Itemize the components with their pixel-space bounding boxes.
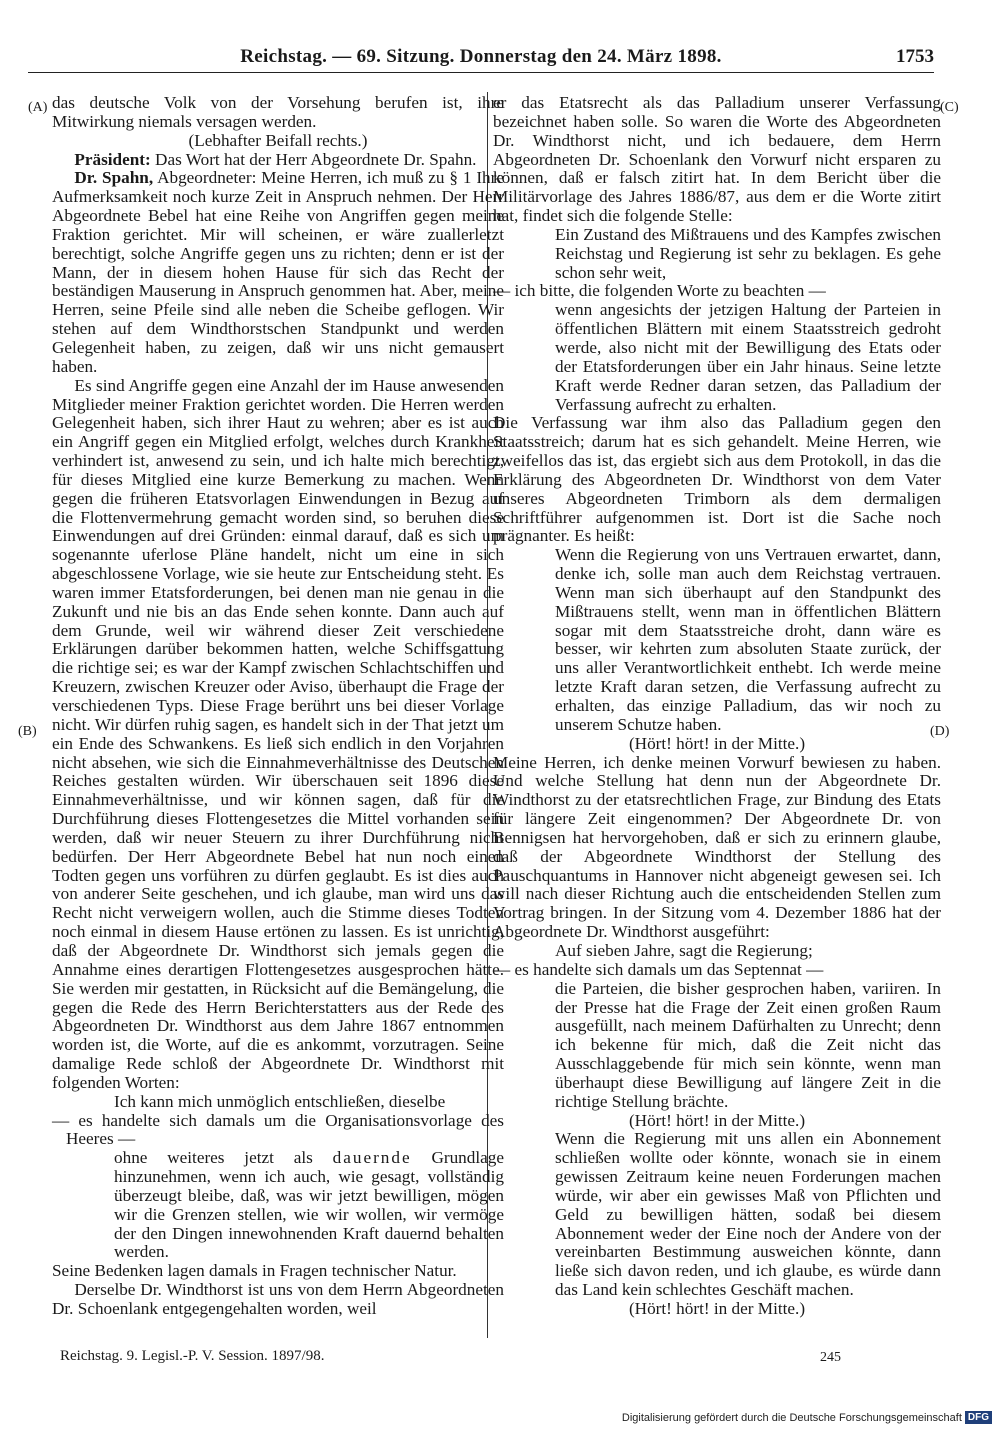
- running-header: [28, 46, 934, 73]
- digitization-credit: [622, 1411, 992, 1424]
- paragraph: das deutsche Volk von der Vorsehung berufen ist, ihre Mitwirkung niemals versagen werden.: [52, 93, 504, 131]
- quotation: Ein Zustand des Mißtrauens und des Kampfes zwischen Reichstag und Regierung ist sehr zu beklagen. Es gehe schon sehr weit,: [555, 224, 941, 282]
- paragraph-text: Das Wort hat der Herr Abgeordnete Dr. Spahn.: [150, 149, 477, 169]
- applause-note: (Lebhafter Beifall rechts.): [188, 130, 368, 150]
- quotation-interjection: — ich bitte, die folgenden Worte zu beachten —: [493, 281, 826, 301]
- quotation-interjection: — es handelte sich damals um die Organisationsvorlage des Heeres —: [52, 1110, 504, 1149]
- quotation: [114, 1149, 504, 1262]
- paragraph: Meine Herren, ich denke meinen Vorwurf bewiesen zu haben. Und welche Stellung hat denn nun der Abgeordnete Dr. Windthorst zu der etatsrechtlichen Frage, zur Bindung des Etats für längere Zeit eingenommen? Der Abgeordnete Dr. von Bennigsen hat hervorgehoben, daß er sich zu erinnern glaube, daß der Abgeordnete Windthorst der Stellung des Pauschquantums in Hannover nicht abgeneigt gewesen sei. Ich will nach dieser Richtung auch die entscheidenden Stellen zum Vortrag bringen. In der Sitzung vom 4. Dezember 1886 hat der Abgeordnete Dr. Windthorst ausgeführt:: [493, 752, 941, 942]
- quotation: Ich kann mich unmöglich entschließen, dieselbe: [114, 1091, 446, 1111]
- interjection-note: (Hört! hört! in der Mitte.): [628, 1299, 806, 1318]
- paragraph-president: [52, 151, 504, 170]
- paragraph: er das Etatsrecht als das Palladium unserer Verfassung bezeichnet haben solle. So waren die Worte des Abgeordneten Dr. Windthorst nicht, und ich bedauere, dem Herrn Abgeordneten Dr. Schoenlank den Vorwurf nicht ersparen zu können, daß er falsch zitirt hat. In dem Bericht über die Militärvorlage des Jahres 1886/87, aus dem er die Worte zitirt hat, findet sich die folgende Stelle:: [493, 93, 941, 226]
- margin-marker-a: (A): [28, 100, 48, 115]
- emphasis: dauernde: [332, 1148, 412, 1168]
- digitization-note: Digitalisierung gefördert durch die Deutsche Forschungsgemeinschaft: [621, 1411, 962, 1424]
- page-number: 1753: [896, 46, 934, 67]
- speaker-label: Dr. Spahn,: [74, 168, 154, 188]
- left-column: [52, 94, 504, 1319]
- footer-session-info: Reichstag. 9. Legisl.-P. V. Session. 1897/98.: [60, 1348, 325, 1364]
- quotation: Wenn die Regierung mit uns allen ein Abonnement schließen wollte oder könnte, wonach sie in einem gewissen Zeitraum keine neuen Forderungen machen würde, wir aber ein gewisses Maß von Pflichten und Geld zu bewilligen hätten, sodaß bei diesem Abonnement weder der Eine noch der Andere von der vereinbarten Bestimmung ausweichen könnte, dann ließe sich davon reden, und ich glaube, es würde dann das Land kein schlechtes Geschäft machen.: [555, 1129, 941, 1300]
- paragraph-spahn: [52, 169, 504, 376]
- interjection-note: (Hört! hört! in der Mitte.): [628, 733, 806, 753]
- paragraph: Es sind Angriffe gegen eine Anzahl der im Hause anwesenden Mitglieder meiner Fraktion gerichtet worden. Die Herren werden Gelegenheit haben, sich ihrer Haut zu wehren; aber es ist auch ein Angriff gegen ein Mitglied erfolgt, welches durch Krankheit verhindert ist, anwesend zu sein, und ich halte mich berechtigt, für dieses Mitglied eine kurze Bemerkung zu machen. Wenn gegen die früheren Etatsvorlagen Einwendungen in Bezug auf die Flottenvermehrung gemacht worden sind, so beruhen diese Einwendungen auf drei Gründen: einmal darauf, daß es sich um sogenannte uferlose Pläne handelt, nicht um eine in sich abgeschlossene Vorlage, wie sie heute zur Entscheidung steht. Es waren immer Etatsforderungen, bei denen man nie genau in die Zukunft und nie bis an das Ende sehen konnte. Dann auch auf dem Grunde, weil wir während dieser Zeit verschiedene Erklärungen darüber bekommen hatten, welche Schiffsgattung die richtige sei; es war der Kampf zwischen Schlachtschiffen und Kreuzern, zwischen Kreuzer oder Aviso, überhaupt die Frage der verschiedenen Typs. Diese Frage berührt uns bei dieser Vorlage nicht. Wir dürfen ruhig sagen, es handelt sich in der That jetzt um ein Ende des Schwankens. Es ließ sich endlich in den Vorjahren nicht absehen, wie sich die Einnahmeverhältnisse des Deutschen Reiches gestalten würden. Wir überschauen seit 1896 diese Einnahmeverhältnisse, und wir können sagen, daß für die Durchführung dieses Flottengesetzes die Mittel vorhanden sein werden, daß wir neuer Steuern zu ihrer Durchführung nicht bedürfen. Der Herr Abgeordnete Bebel hat nun noch einen Todten gegen uns vorführen zu dürfen geglaubt. Es ist dies auch von anderer Seite geschehen, und ich glaube, man wird uns das Recht nicht verweigern wollen, auch die Stimme dieses Todten noch einmal in diesem Hause ertönen zu lassen. Es ist unrichtig, daß der Abgeordnete Dr. Windthorst sich jemals gegen die Annahme eines derartigen Flottengesetzes ausgesprochen hätte. Sie werden mir gestatten, in Rücksicht auf die Bemängelung, die gegen die Rede des Herrn Berichterstatters aus der Rede des Abgeordneten Dr. Windthorst aus dem Jahre 1867 entnommen worden ist, die Worte, auf die es ankommt, vorzutragen. Seine damalige Rede schloß der Abgeordnete Dr. Windthorst mit folgenden Worten:: [52, 375, 504, 1092]
- running-title: Reichstag. — 69. Sitzung. Donnerstag den 24. März 1898.: [240, 46, 722, 67]
- quotation-interjection: — es handelte sich damals um das Septennat —: [493, 959, 824, 979]
- margin-marker-c: (C): [940, 100, 959, 115]
- paragraph: Seine Bedenken lagen damals in Fragen technischer Natur.: [52, 1261, 457, 1281]
- paragraph: Die Verfassung war ihm also das Palladium gegen den Staatsstreich; darum hat es sich gehandelt. Meine Herren, wie zweifellos das ist, das ergiebt sich aus dem Protokoll, in das die Erklärung des Abgeordneten Dr. Windthorst von dem Vater unseres Abgeordneten Trimborn als dem dermaligen Schriftführer aufgenommen ist. Dort ist die Sache noch prägnanter. Es heißt:: [493, 413, 941, 546]
- margin-marker-b: (B): [18, 724, 37, 739]
- quotation: Wenn die Regierung von uns Vertrauen erwartet, dann, denke ich, solle man auch dem Reichstag vertrauen. Wenn man sich überhaupt auf den Standpunkt des Mißtrauens stellt, wenn man in öffentlichen Blättern sogar mit dem Staatsstreiche droht, dann wäre es besser, wir kehrten zum absoluten Staate zurück, der uns aller Verantwortlichkeit enthebt. Ich werde meine letzte Kraft daran setzen, die Verfassung aufrecht zu erhalten, das einzige Palladium, das wir noch zu unserem Schutze haben.: [555, 545, 941, 734]
- dfg-logo-icon: DFG: [965, 1411, 992, 1424]
- footer-signature: 245: [820, 1350, 841, 1365]
- right-column: [493, 94, 941, 1319]
- speaker-label: Präsident:: [74, 149, 151, 169]
- interjection-note: (Hört! hört! in der Mitte.): [628, 1110, 806, 1130]
- paragraph-text: Abgeordneter: Meine Herren, ich muß zu § 1 Ihre Aufmerksamkeit noch kurze Zeit in Anspruch nehmen. Der Herr Abgeordnete Bebel hat eine Reihe von Angriffen gegen meine Fraktion gerichtet. Mir will scheinen, er wäre zuallerletzt berechtigt, solche Angriffe gegen uns zu richten; denn er ist der Mann, der in diesem hohen Hause für sich das Recht der beständigen Mauserung in Anspruch genommen hat. Aber, meine Herren, seine Pfeile sind alle neben die Scheibe geflogen. Wir stehen auf dem Windthorstschen Standpunkt und werden Gelegenheit haben, zu zeigen, daß wir uns nicht gemausert haben.: [52, 168, 504, 376]
- quotation: wenn angesichts der jetzigen Haltung der Parteien in öffentlichen Blättern mit einem Staatsstreich gedroht werde, also nicht mit der Bewilligung des Etats oder der Etatsforderungen über ein Jahr hinaus. Seine letzte Kraft werde Redner daran setzen, das Palladium der Verfassung aufrecht zu erhalten.: [555, 300, 941, 414]
- paragraph: Derselbe Dr. Windthorst ist uns von dem Herrn Abgeordneten Dr. Schoenlank entgegengehalten worden, weil: [52, 1280, 504, 1318]
- quotation-text: ohne weiteres jetzt als: [114, 1148, 333, 1168]
- quotation: Auf sieben Jahre, sagt die Regierung;: [555, 940, 813, 960]
- quotation: die Parteien, die bisher gesprochen haben, variiren. In der Presse hat die Frage der Zeit einen großen Raum ausgefüllt, nach meinem Dafürhalten zu Unrecht; denn ich bekenne für mich, daß die Zeit nicht das Ausschlaggebende für mich sein könnte, wenn man überhaupt diese Bewilligung auf längere Zeit in die richtige Stellung brächte.: [555, 978, 941, 1111]
- quotation-text: Grundlage hinzunehmen, wenn ich auch, wie gesagt, vollständig überzeugt bleibe, daß, was wir jetzt bewilligen, mögen wir die Grenzen stellen, wie wir wollen, wir vermöge der den Dingen innewohnenden Kraft dauernd behalten werden.: [114, 1148, 504, 1262]
- margin-marker-d: (D): [930, 724, 950, 739]
